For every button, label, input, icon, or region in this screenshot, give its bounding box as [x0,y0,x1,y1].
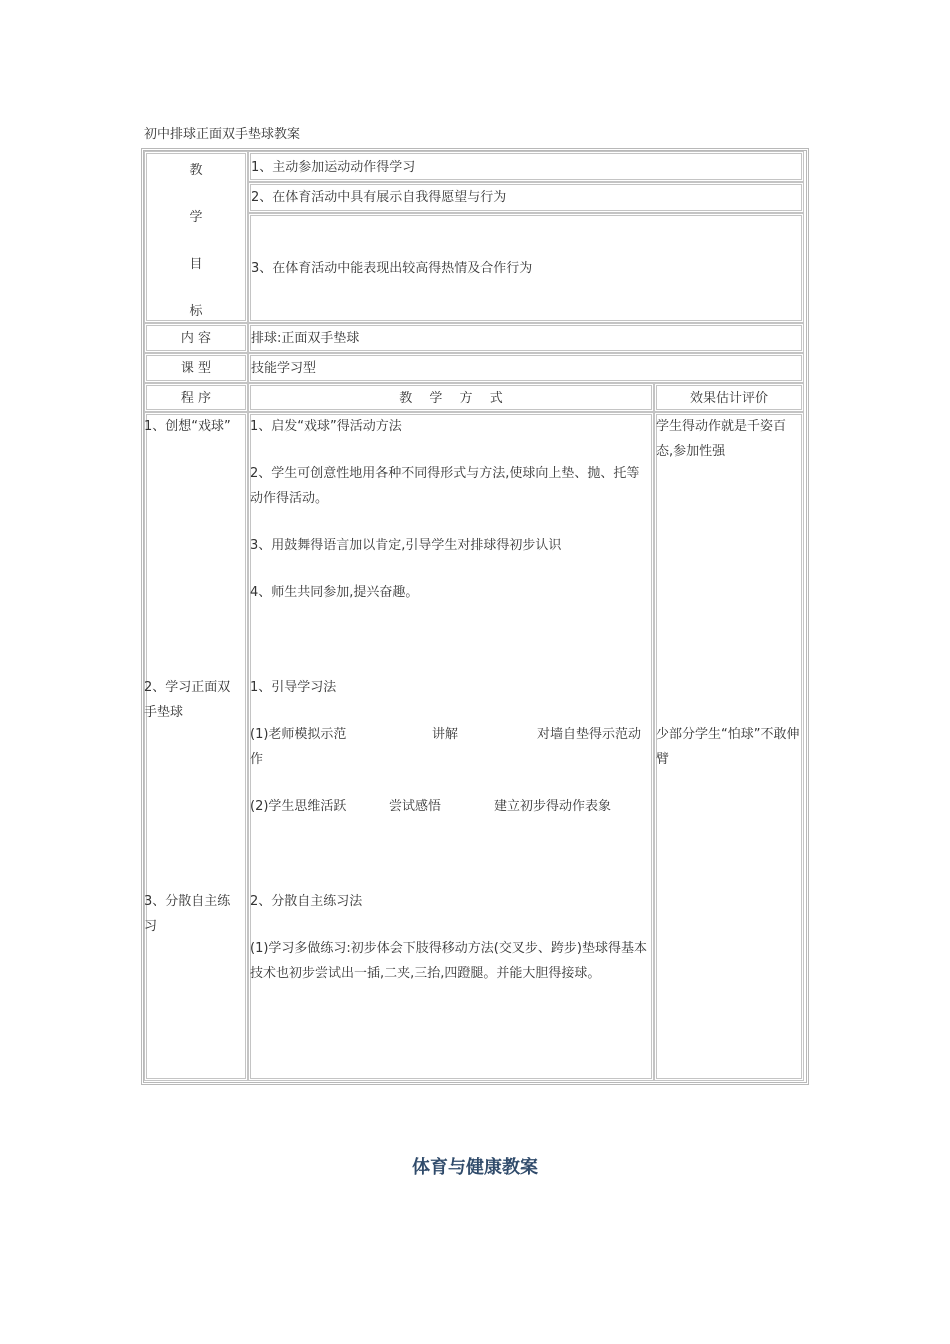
objectives-label-cell [144,151,248,323]
procedure-column [144,412,248,1081]
method-header-cell [248,383,654,412]
type-value: 技能学习型 [251,361,317,376]
content-label-cell [144,323,248,353]
method-line2-part2: 尝试感悟 [389,799,442,814]
method-item: 1、启发“戏球”得活动方法 [250,419,402,434]
method-line1-part3: 对墙自垫得示范动 [537,727,642,742]
objective-text: 3、在体育活动中能表现出较高得热情及合作行为 [251,261,533,276]
procedure-step-1: 1、创想“戏球” [144,419,231,434]
procedure-header-cell [144,383,248,412]
evaluation-header: 效果估计评价 [689,391,768,406]
objectives-label-char: 教 [189,163,203,178]
content-value: 排球:正面双手垫球 [251,331,360,346]
content-value-cell [248,323,804,353]
method-item: (1)学习多做练习:初步体会下肢得移动方法(交叉步、跨步)垫球得基本技术也初步尝试出一插,二夹,三抬,四蹬腿。并能大胆得接球。 [250,941,647,981]
method-item: 2、学生可创意性地用各种不同得形式与方法,使球向上垫、抛、托等动作得活动。 [250,466,640,506]
footer-title: 体育与健康教案 [412,1157,538,1178]
method-item: 4、师生共同参加,提兴奋趣。 [250,585,419,600]
evaluation-step-2: 少部分学生“怕球”不敢伸臂 [656,727,800,767]
method-heading: 1、引导学习法 [250,680,337,695]
document-title: 初中排球正面双手垫球教案 [144,127,301,142]
type-label: 课 型 [180,361,212,376]
type-label-cell [144,353,248,383]
method-line2-part3: 建立初步得动作表象 [494,799,612,814]
objective-text: 1、主动参加运动动作得学习 [251,160,416,175]
objective-text: 2、在体育活动中具有展示自我得愿望与行为 [251,190,507,205]
objective-cell-1 [248,151,804,182]
content-label: 内 容 [180,331,212,346]
objective-cell-3 [248,213,804,323]
method-line1-part1: (1)老师模拟示范 [250,727,347,742]
method-item: 2、分散自主练习法 [250,894,363,909]
evaluation-header-cell [654,383,804,412]
type-value-cell [248,353,804,383]
method-line2-part1: (2)学生思维活跃 [250,799,347,814]
procedure-step-3: 3、分散自主练习 [144,894,231,934]
method-header: 教 学 方 式 [399,391,503,406]
method-item: 3、用鼓舞得语言加以肯定,引导学生对排球得初步认识 [250,538,562,553]
method-line1-wrap: 作 [250,752,264,767]
objective-cell-2 [248,182,804,213]
evaluation-step-1: 学生得动作就是千姿百态,参加性强 [656,419,787,459]
procedure-header: 程 序 [180,391,212,406]
objectives-label-char: 标 [189,304,203,319]
procedure-step-2: 2、学习正面双手垫球 [144,680,231,720]
objectives-label-char: 学 [189,210,203,225]
objectives-label-char: 目 [189,257,203,272]
method-line1-part2: 讲解 [432,727,459,742]
